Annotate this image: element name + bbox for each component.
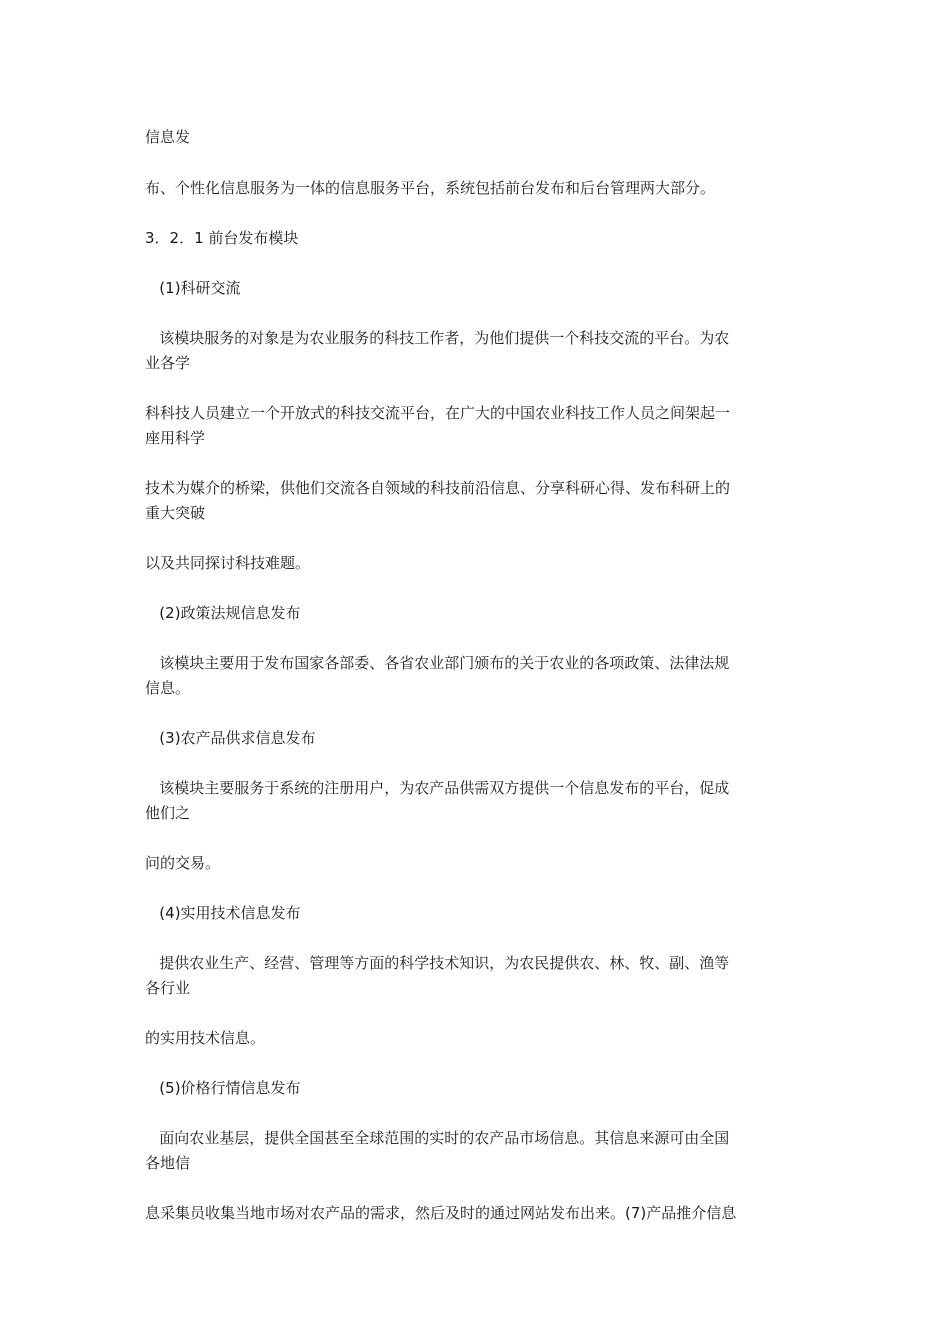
text-line: 布、个性化信息服务为一体的信息服务平台，系统包括前台发布和后台管理两大部分。 <box>145 179 716 197</box>
subsection-heading: (4)实用技术信息发布 <box>145 904 301 922</box>
text-line: 信息。 <box>145 679 191 697</box>
text-line: 该模块服务的对象是为农业服务的科技工作者，为他们提供一个科技交流的平台。为农 <box>145 329 730 347</box>
text-line: 他们之 <box>145 804 191 822</box>
section-heading: 3．2．1 前台发布模块 <box>145 229 299 247</box>
subsection-heading: (2)政策法规信息发布 <box>145 604 301 622</box>
text-line: 的实用技术信息。 <box>145 1029 266 1047</box>
text-line: 面向农业基层，提供全国甚至全球范围的实时的农产品市场信息。其信息来源可由全国 <box>145 1129 730 1147</box>
text-line: 息采集员收集当地市场对农产品的需求，然后及时的通过网站发布出来。(7)产品推介信息 <box>145 1204 737 1222</box>
subsection-heading: (1)科研交流 <box>145 279 241 297</box>
text-line: 科科技人员建立一个开放式的科技交流平台，在广大的中国农业科技工作人员之间架起一 <box>145 404 731 422</box>
text-line: 该模块主要服务于系统的注册用户，为农产品供需双方提供一个信息发布的平台，促成 <box>145 779 730 797</box>
subsection-heading: (5)价格行情信息发布 <box>145 1079 301 1097</box>
text-line: 各行业 <box>145 979 191 997</box>
subsection-heading: (3)农产品供求信息发布 <box>145 729 316 747</box>
text-line: 提供农业生产、经营、管理等方面的科学技术知识，为农民提供农、林、牧、副、渔等 <box>145 954 730 972</box>
text-line: 以及共同探讨科技难题。 <box>145 554 311 572</box>
text-line: 各地信 <box>145 1154 191 1172</box>
text-line: 问的交易。 <box>145 854 221 872</box>
text-line: 信息发 <box>145 128 191 146</box>
text-line: 该模块主要用于发布国家各部委、各省农业部门颁布的关于农业的各项政策、法律法规 <box>145 654 730 672</box>
text-line: 业各学 <box>145 354 191 372</box>
text-line: 重大突破 <box>145 504 206 522</box>
text-line: 技术为媒介的桥梁，供他们交流各自领域的科技前沿信息、分享科研心得、发布科研上的 <box>145 479 731 497</box>
text-line: 座用科学 <box>145 429 206 447</box>
